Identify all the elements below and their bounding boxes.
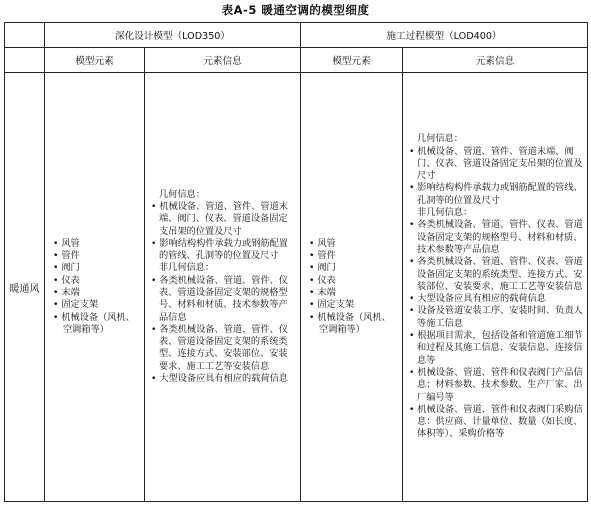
model-detail-table [4, 22, 588, 502]
list-item: • 大型设备应具有相应的载荷信息 [145, 373, 296, 385]
list-item: • 阀门 [45, 262, 140, 274]
lod400-elements-cell [301, 73, 403, 502]
lod400-element-header: 模型元素 [301, 48, 403, 73]
corner-cell [5, 23, 45, 48]
table-title: 表A-5 暖通空调的模型细度 [221, 3, 370, 17]
lod350-info-cell [145, 73, 301, 502]
lod350-element-list [45, 238, 144, 336]
list-item: • 影响结构构件承载力或钢筋配置的管线、孔洞等的位置及尺寸 [403, 182, 583, 207]
lod350-elements-cell [45, 73, 145, 502]
list-item: • 风管 [301, 238, 398, 250]
lod350-header: 深化设计模型（LOD350） [45, 23, 301, 48]
lod350-info [145, 189, 300, 386]
list-item: • 管件 [45, 250, 140, 262]
header-row [5, 23, 588, 48]
subheader-row [5, 48, 588, 73]
geo-info-heading: 几何信息： [417, 133, 463, 145]
list-item: • 影响结构构件承载力或钢筋配置的管线、孔洞等的位置及尺寸 [145, 238, 296, 263]
corner-cell-2 [5, 48, 45, 73]
list-item: • 阀门 [301, 262, 398, 274]
list-item: • 根据项目需求，包括设备和管道施工细节和过程及其施工信息、安装信息、连接信息等 [403, 330, 583, 367]
list-item: • 机械设备、管道、管件和仪表阀门采购信息：供应商、计量单位、数量（如长度、体积等）、采购价格等 [403, 404, 583, 441]
list-item: • 固定支架 [45, 299, 140, 311]
lod400-header: 施工过程模型（LOD400） [301, 23, 588, 48]
geo-info-heading: 几何信息： [159, 188, 205, 200]
nongeo-info-heading: 非几何信息： [159, 262, 215, 274]
list-item: • 机械设备、管道、管件、管道末端、阀门、仪表、管道设备固定支吊架的位置及尺寸 [403, 146, 583, 183]
list-item: • 机械设备（风机、空调箱等） [45, 312, 140, 337]
lod350-info-header: 元素信息 [145, 48, 301, 73]
lod350-element-header: 模型元素 [45, 48, 145, 73]
lod400-element-list [301, 238, 402, 336]
row-label: 暖通风 [5, 73, 45, 502]
list-item: • 仪表 [301, 275, 398, 287]
list-item: • 各类机械设备、管道、管件、仪表、管道设备固定支架的系统类型、连接方式、安装部位、安装要求、施工工艺等安装信息 [145, 324, 296, 373]
list-item: • 机械设备、管道、管件、管道末端、阀门、仪表、管道设备固定支吊架的位置及尺寸 [145, 201, 296, 238]
lod400-info-cell [403, 73, 588, 502]
table-row [5, 73, 588, 502]
lod400-info-header: 元素信息 [403, 48, 588, 73]
list-item: • 管件 [301, 250, 398, 262]
list-item: • 风管 [45, 238, 140, 250]
list-item: • 大型设备应具有相应的载荷信息 [403, 293, 583, 305]
list-item: • 各类机械设备、管道、管件、仪表、管道设备固定支架的规格型号、材料和材质、技术参数等产品信息 [145, 275, 296, 324]
list-item: • 设备及管道安装工序、安装时间、负责人等施工信息 [403, 305, 583, 330]
list-item: • 末端 [301, 287, 398, 299]
list-item: • 末端 [45, 287, 140, 299]
list-item: • 固定支架 [301, 299, 398, 311]
list-item: • 各类机械设备、管道、管件、仪表、管道设备固定支架的系统类型、连接方式、安装部位、安装要求、施工工艺等安装信息 [403, 256, 583, 293]
list-item: • 各类机械设备、管道、管件、仪表、管道设备固定支架的规格型号、材料和材质、技术参数等产品信息 [403, 219, 583, 256]
list-item: • 机械设备、管道、管件和仪表阀门产品信息；材料参数、技术参数、生产厂家、出厂编号等 [403, 367, 583, 404]
list-item: • 机械设备（风机、空调箱等） [301, 312, 398, 337]
nongeo-info-heading: 非几何信息： [417, 207, 473, 219]
lod400-info [403, 133, 587, 440]
list-item: • 仪表 [45, 275, 140, 287]
